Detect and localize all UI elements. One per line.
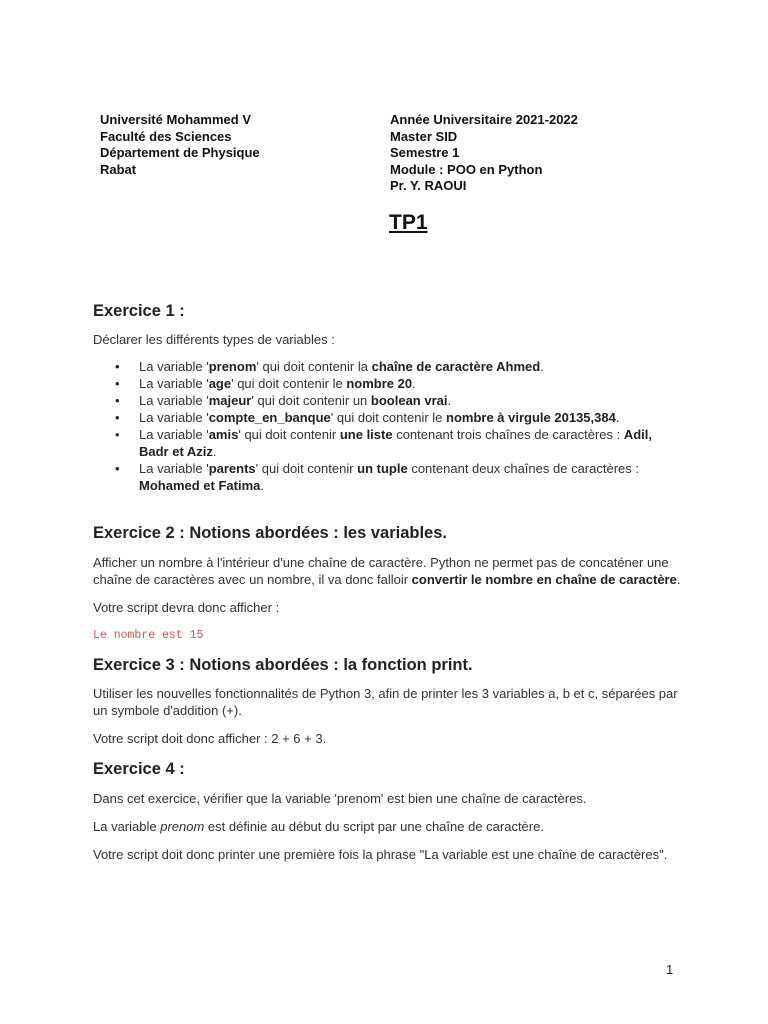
list-item: • La variable 'prenom' qui doit contenir la chaîne de caractère Ahmed. [93,358,683,375]
exercise-3-text: Utiliser les nouvelles fonctionnalités de Python 3, afin de printer les 3 variables a, b et c, séparées par un symbole d'addition (+). [93,686,678,718]
exercise-1-intro: Déclarer les différents types de variables : [93,332,335,347]
header-department: Département de Physique [100,145,260,160]
page-number: 1 [666,962,674,977]
exercise-4-expected: Votre script doit donc printer une première fois la phrase "La variable est une chaîne de caractères". [93,847,668,862]
header-institution [100,112,260,178]
page-title: TP1 [389,211,428,234]
list-item: • La variable 'parents' qui doit contenir un tuple contenant deux chaînes de caractères : Mohamed et Fatima. [93,460,683,494]
header-module: Module : POO en Python [390,161,543,177]
list-item: • La variable 'compte_en_banque' qui doit contenir le nombre à virgule 20135,384. [93,409,683,426]
header-professor: Pr. Y. RAOUI [390,178,467,193]
header-master: Master SID [390,128,458,144]
header-city: Rabat [100,161,137,177]
header-course-info [390,112,578,195]
header-university: Université Mohammed V [100,112,251,127]
document-body [93,300,683,863]
exercise-2-heading: Exercice 2 : Notions abordées : les variables. [93,524,447,542]
exercise-3-expected: Votre script doit donc afficher : 2 + 6 + 3. [93,731,327,746]
code-output: Le nombre est 15 [93,629,204,642]
list-item: • La variable 'amis' qui doit contenir une liste contenant trois chaînes de caractères : Adil, Badr et Aziz. [93,426,683,460]
exercise-2-text: Afficher un nombre à l'intérieur d'une chaîne de caractère. Python ne permet pas de concaténer une chaîne de caractères avec un nombre, il va donc falloir convertir le nombre en chaîne de caractère. [93,555,681,587]
exercise-1-list [93,358,683,494]
exercise-2-instruction: Votre script devra donc afficher : [93,600,280,615]
exercise-4-definition: La variable prenom est définie au début du script par une chaîne de caractère. [93,819,544,834]
exercise-4-heading: Exercice 4 : [93,760,185,778]
header-year: Année Universitaire 2021-2022 [390,112,578,127]
list-item: • La variable 'majeur' qui doit contenir un boolean vrai. [93,392,683,409]
exercise-4-text: Dans cet exercice, vérifier que la variable 'prenom' est bien une chaîne de caractères. [93,791,587,806]
exercise-1-heading: Exercice 1 : [93,302,185,320]
header-faculty: Faculté des Sciences [100,128,232,144]
list-item: • La variable 'age' qui doit contenir le nombre 20. [93,375,683,392]
exercise-3-heading: Exercice 3 : Notions abordées : la fonction print. [93,656,473,674]
header-semester: Semestre 1 [390,145,460,160]
